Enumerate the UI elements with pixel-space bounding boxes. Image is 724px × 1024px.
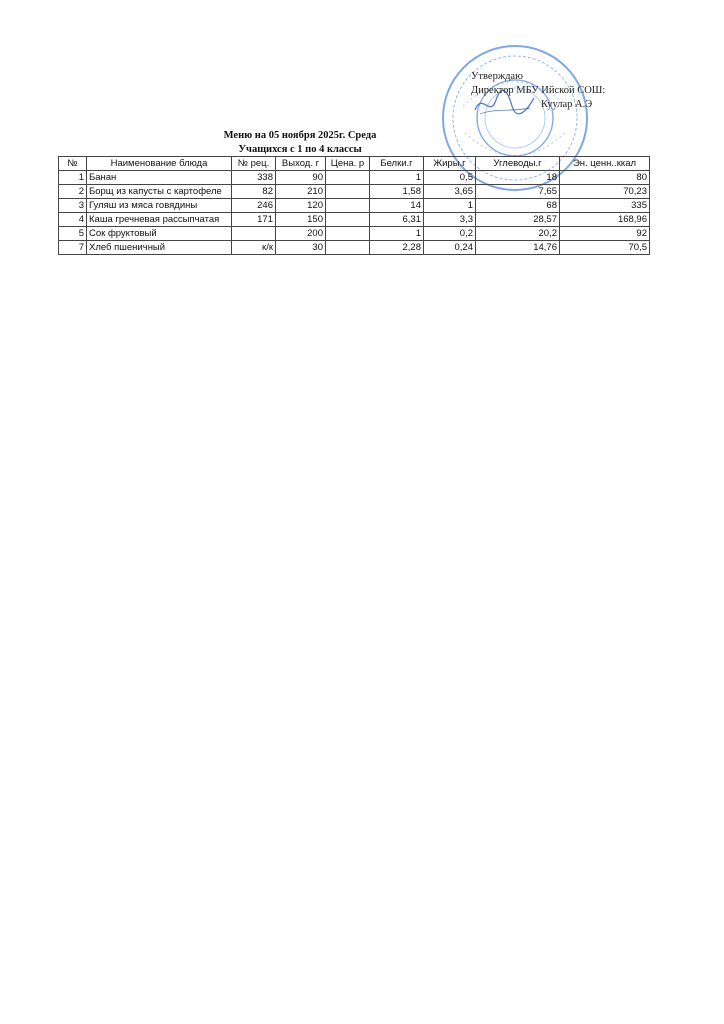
cell-energy: 92 bbox=[560, 227, 650, 241]
cell-recipe-number: 246 bbox=[232, 199, 276, 213]
table-row bbox=[59, 171, 650, 185]
cell-price bbox=[326, 227, 370, 241]
col-header-price: Цена. р bbox=[326, 157, 370, 171]
cell-energy: 80 bbox=[560, 171, 650, 185]
table-row bbox=[59, 213, 650, 227]
cell-price bbox=[326, 241, 370, 255]
cell-price bbox=[326, 185, 370, 199]
cell-recipe-number: 338 bbox=[232, 171, 276, 185]
cell-fat: 0,5 bbox=[424, 171, 476, 185]
cell-energy: 70,5 bbox=[560, 241, 650, 255]
cell-dish-name: Сок фруктовый bbox=[87, 227, 232, 241]
cell-energy: 168,96 bbox=[560, 213, 650, 227]
cell-portion: 90 bbox=[276, 171, 326, 185]
cell-dish-name: Банан bbox=[87, 171, 232, 185]
cell-number: 4 bbox=[59, 213, 87, 227]
cell-energy: 70,23 bbox=[560, 185, 650, 199]
cell-recipe-number: к/к bbox=[232, 241, 276, 255]
cell-carbs: 28,57 bbox=[476, 213, 560, 227]
approval-signatory: Куулар А.Э bbox=[541, 99, 593, 110]
approval-director: Директор МБУ Ийской СОШ: bbox=[471, 85, 606, 96]
cell-carbs: 20,2 bbox=[476, 227, 560, 241]
table-row bbox=[59, 199, 650, 213]
cell-price bbox=[326, 213, 370, 227]
cell-price bbox=[326, 199, 370, 213]
cell-protein: 1 bbox=[370, 227, 424, 241]
cell-protein: 2,28 bbox=[370, 241, 424, 255]
cell-carbs: 7,65 bbox=[476, 185, 560, 199]
table-row bbox=[59, 241, 650, 255]
cell-protein: 1,58 bbox=[370, 185, 424, 199]
menu-title-row bbox=[120, 130, 480, 141]
cell-fat: 0,2 bbox=[424, 227, 476, 241]
col-header-fat: Жиры.г bbox=[424, 157, 476, 171]
table-header-row bbox=[59, 157, 650, 171]
cell-portion: 150 bbox=[276, 213, 326, 227]
cell-number: 2 bbox=[59, 185, 87, 199]
cell-carbs: 68 bbox=[476, 199, 560, 213]
cell-fat: 0,24 bbox=[424, 241, 476, 255]
cell-carbs: 18 bbox=[476, 171, 560, 185]
menu-title: Меню на 05 ноября 2025г. Среда bbox=[223, 130, 377, 141]
cell-number: 3 bbox=[59, 199, 87, 213]
col-header-number: № bbox=[59, 157, 87, 171]
col-header-energy: Эн. ценн..ккал bbox=[560, 157, 650, 171]
cell-portion: 200 bbox=[276, 227, 326, 241]
menu-subtitle-row bbox=[120, 144, 480, 155]
cell-dish-name: Борщ из капусты с картофеле bbox=[87, 185, 232, 199]
cell-energy: 335 bbox=[560, 199, 650, 213]
cell-protein: 14 bbox=[370, 199, 424, 213]
cell-recipe-number: 82 bbox=[232, 185, 276, 199]
cell-protein: 6,31 bbox=[370, 213, 424, 227]
approval-heading: Утверждаю bbox=[471, 71, 523, 82]
col-header-portion: Выход. г bbox=[276, 157, 326, 171]
cell-fat: 3,65 bbox=[424, 185, 476, 199]
approval-block bbox=[471, 70, 605, 112]
menu-subtitle: Учащихся с 1 по 4 классы bbox=[238, 144, 362, 155]
table-row bbox=[59, 185, 650, 199]
menu-table bbox=[58, 156, 650, 255]
cell-portion: 210 bbox=[276, 185, 326, 199]
cell-price bbox=[326, 171, 370, 185]
cell-dish-name: Хлеб пшеничный bbox=[87, 241, 232, 255]
cell-dish-name: Каша гречневая рассыпчатая bbox=[87, 213, 232, 227]
cell-number: 1 bbox=[59, 171, 87, 185]
table-row bbox=[59, 227, 650, 241]
cell-recipe-number: 171 bbox=[232, 213, 276, 227]
cell-dish-name: Гуляш из мяса говядины bbox=[87, 199, 232, 213]
cell-protein: 1 bbox=[370, 171, 424, 185]
cell-number: 5 bbox=[59, 227, 87, 241]
cell-fat: 3,3 bbox=[424, 213, 476, 227]
col-header-dish-name: Наименование блюда bbox=[87, 157, 232, 171]
cell-portion: 30 bbox=[276, 241, 326, 255]
cell-recipe-number bbox=[232, 227, 276, 241]
cell-number: 7 bbox=[59, 241, 87, 255]
col-header-protein: Белки.г bbox=[370, 157, 424, 171]
cell-carbs: 14,76 bbox=[476, 241, 560, 255]
col-header-carbs: Углеводы.г bbox=[476, 157, 560, 171]
col-header-recipe-number: № рец. bbox=[232, 157, 276, 171]
cell-portion: 120 bbox=[276, 199, 326, 213]
cell-fat: 1 bbox=[424, 199, 476, 213]
